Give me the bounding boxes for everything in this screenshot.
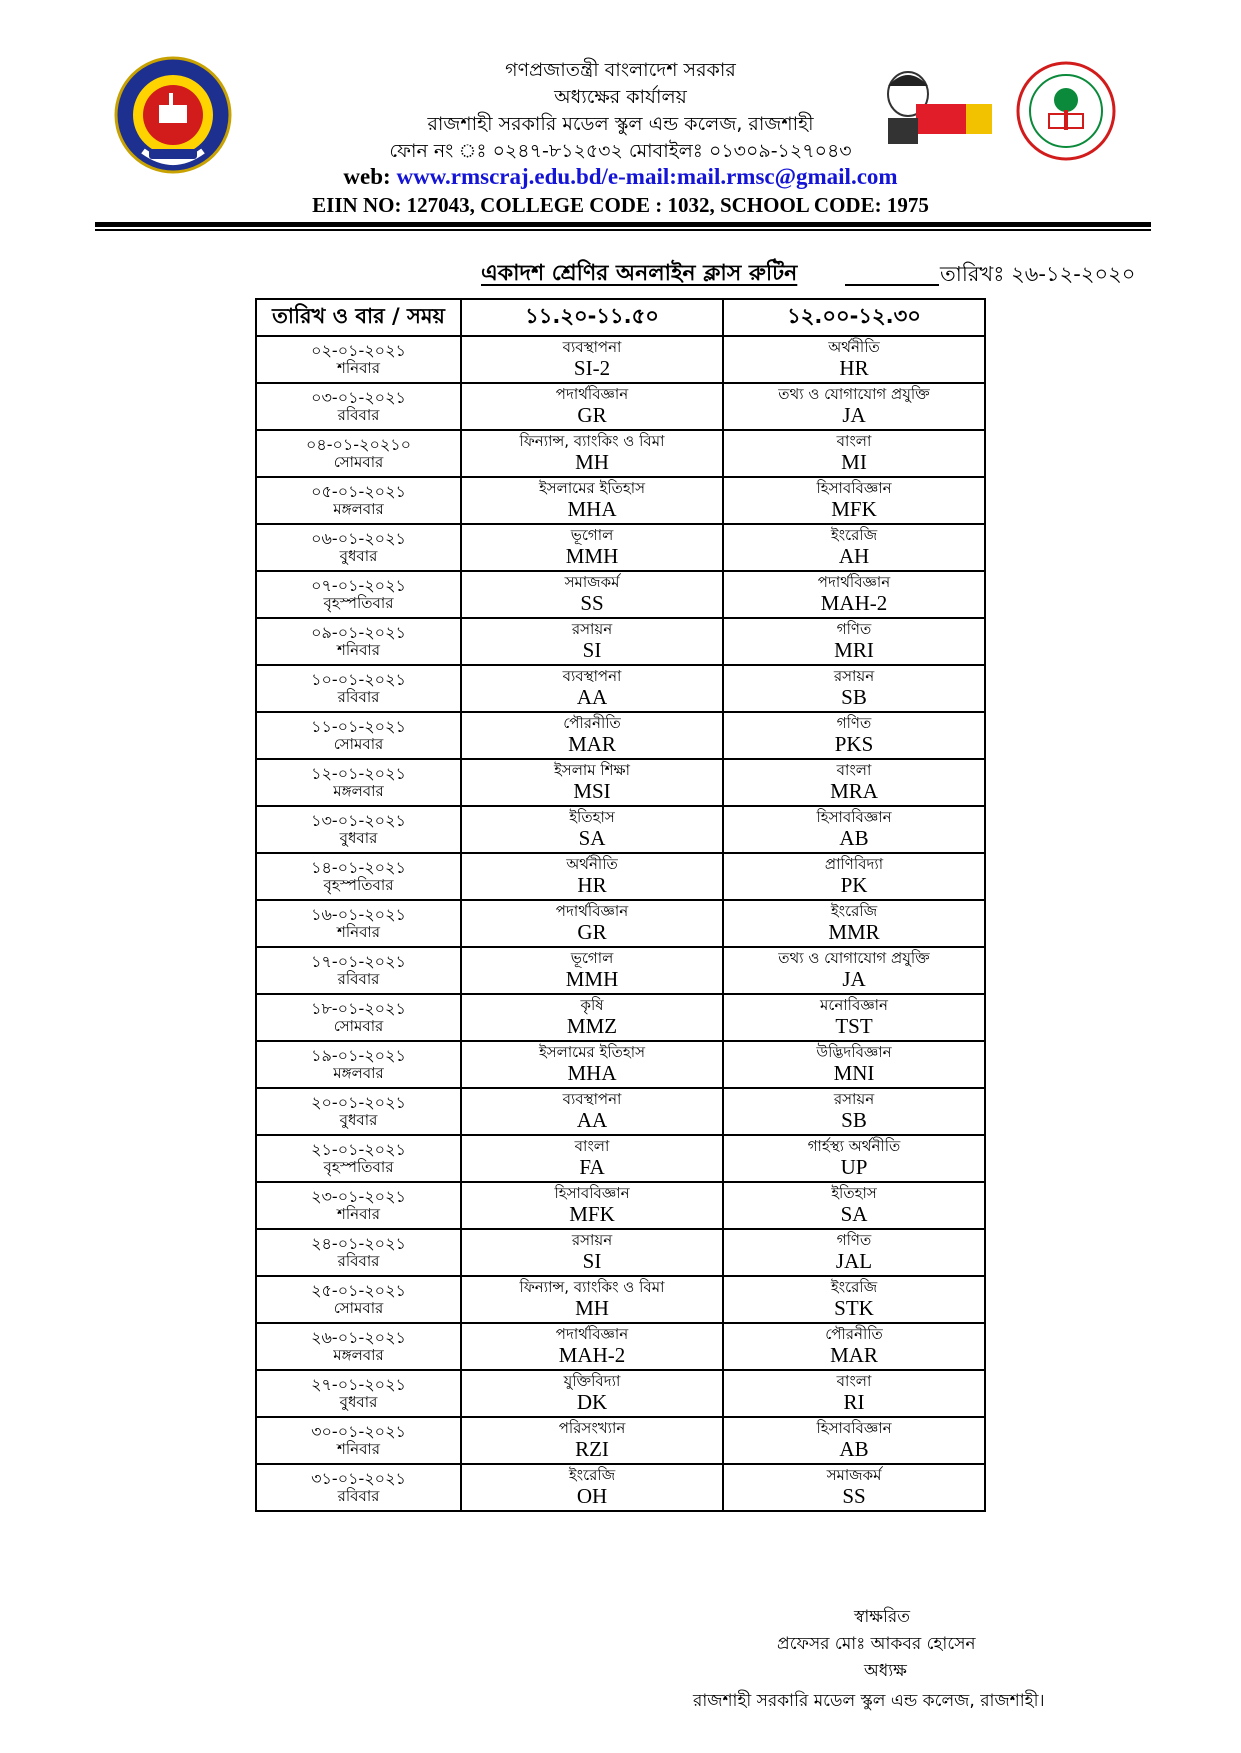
subject-text: ফিন্যান্স, ব্যাংকিং ও বিমা [519,1277,665,1296]
teacher-code: GR [577,403,607,428]
date-cell [256,383,461,430]
table-row [256,1323,985,1370]
slot-1-cell [461,1182,723,1229]
document-title: একাদশ শ্রেণির অনলাইন ক্লাস রুটিন [481,261,798,286]
teacher-code: RZI [575,1437,609,1462]
date-text: ১৯-০১-২০২১ [311,1045,406,1065]
subject-text: ফিন্যান্স, ব্যাংকিং ও বিমা [519,431,665,450]
day-text: মঙ্গলবার [333,500,384,519]
table-row [256,477,985,524]
teacher-code: FA [579,1155,605,1180]
subject-text: প্রাণিবিদ্যা [824,854,884,873]
date-cell [256,1182,461,1229]
teacher-code: MMZ [566,1014,618,1039]
slot-1-cell [461,1464,723,1511]
table-row [256,1041,985,1088]
slot-1-cell [461,947,723,994]
teacher-code: RI [843,1390,865,1415]
teacher-code: SB [841,1108,867,1133]
slot-2-cell [723,1041,985,1088]
teacher-code: DK [576,1390,608,1415]
table-row [256,900,985,947]
teacher-code: MMH [565,967,619,992]
date-cell [256,712,461,759]
date-text: ০৫-০১-২০২১ [311,481,406,501]
day-text: বুধবার [339,829,378,848]
slot-2-cell [723,712,985,759]
table-row [256,1229,985,1276]
teacher-code: SB [841,685,867,710]
day-text: বৃহস্পতিবার [323,594,394,613]
teacher-code: SI [582,638,602,663]
date-cell [256,853,461,900]
date-cell [256,900,461,947]
table-row [256,712,985,759]
slot-2-cell [723,1464,985,1511]
subject-text: রসায়ন [833,1089,875,1108]
date-cell [256,1135,461,1182]
subject-text: ইংরেজি [830,1277,878,1296]
slot-2-cell [723,383,985,430]
day-text: মঙ্গলবার [333,1346,384,1365]
date-cell [256,336,461,383]
date-cell [256,665,461,712]
day-text: শনিবার [336,641,381,660]
table-row [256,1276,985,1323]
subject-text: তথ্য ও যোগাযোগ প্রযুক্তি [778,384,930,403]
date-cell [256,430,461,477]
subject-text: অর্থনীতি [828,337,880,356]
date-text: ১০-০১-২০২১ [311,669,406,689]
day-text: রবিবার [337,688,380,707]
teacher-code: MAH-2 [558,1343,626,1368]
teacher-code: MFK [569,1202,615,1227]
slot-1-cell [461,665,723,712]
day-text: সোমবার [333,735,384,754]
teacher-code: PKS [834,732,874,757]
subject-text: কৃষি [580,995,604,1014]
date-text: ০৯-০১-২০২১ [311,622,406,642]
subject-text: পৌরনীতি [563,713,621,732]
subject-text: বাংলা [836,760,872,779]
day-text: বৃহস্পতিবার [323,876,394,895]
table-row [256,618,985,665]
slot-2-cell [723,1370,985,1417]
subject-text: বাংলা [574,1136,610,1155]
date-text: ৩১-০১-২০২১ [311,1468,406,1488]
day-text: শনিবার [336,1440,381,1459]
slot-2-cell [723,900,985,947]
teacher-code: JA [842,967,866,992]
slot-1-cell [461,1370,723,1417]
header-date-day-time: তারিখ ও বার / সময় [256,299,461,336]
teacher-code: AA [576,1108,608,1133]
date-cell [256,618,461,665]
teacher-code: SI-2 [573,356,611,381]
subject-text: রসায়ন [833,666,875,685]
table-header-row [256,299,985,336]
subject-text: হিসাববিজ্ঞান [816,478,892,497]
subject-text: ইংরেজি [568,1465,616,1484]
subject-text: গণিত [836,1230,872,1249]
slot-2-cell [723,571,985,618]
table-row [256,383,985,430]
teacher-code: HR [839,356,869,381]
slot-1-cell [461,430,723,477]
date-text: ০৪-০১-২০২১০ [305,434,412,454]
slot-2-cell [723,665,985,712]
subject-text: ভূগোল [570,948,614,967]
subject-text: পদার্থবিজ্ঞান [555,901,629,920]
header-eiin-line: EIIN NO: 127043, COLLEGE CODE : 1032, SCHOOL CODE: 1975 [312,193,929,217]
teacher-code: MNI [833,1061,875,1086]
date-text: ০২-০১-২০২১ [311,340,406,360]
subject-text: ইংরেজি [830,525,878,544]
slot-2-cell [723,336,985,383]
slot-2-cell [723,1323,985,1370]
slot-2-cell [723,1229,985,1276]
teacher-code: MHA [567,1061,617,1086]
date-cell [256,1417,461,1464]
teacher-code: MRI [834,638,874,663]
date-text: ২১-০১-২০২১ [311,1139,406,1159]
subject-text: বাংলা [836,1371,872,1390]
table-row [256,947,985,994]
date-cell [256,1229,461,1276]
table-row [256,571,985,618]
slot-1-cell [461,1276,723,1323]
header-government-line: গণপ্রজাতন্ত্রী বাংলাদেশ সরকার [505,59,736,81]
slot-1-cell [461,1417,723,1464]
table-row [256,430,985,477]
teacher-code: SA [840,1202,868,1227]
day-text: বুধবার [339,1393,378,1412]
slot-1-cell [461,806,723,853]
teacher-code: MRA [830,779,878,804]
date-cell [256,994,461,1041]
slot-1-cell [461,994,723,1041]
date-cell [256,1464,461,1511]
date-text: ২৭-০১-২০২১ [311,1374,406,1394]
table-row [256,1182,985,1229]
subject-text: ব্যবস্থাপনা [562,666,622,685]
day-text: শনিবার [336,923,381,942]
table-row [256,1135,985,1182]
table-row [256,524,985,571]
subject-text: ইংরেজি [830,901,878,920]
date-text: ৩০-০১-২০২১ [311,1421,406,1441]
teacher-code: SI [582,1249,602,1274]
principal-name: প্রফেসর মোঃ আকবর হোসেন [777,1634,976,1654]
header-office-line: অধ্যক্ষের কার্যালয় [554,86,687,108]
day-text: মঙ্গলবার [333,782,384,801]
slot-2-cell [723,618,985,665]
date-cell [256,1276,461,1323]
table-row [256,994,985,1041]
subject-text: হিসাববিজ্ঞান [816,807,892,826]
teacher-code: AH [838,544,870,569]
slot-1-cell [461,1088,723,1135]
slot-1-cell [461,853,723,900]
teacher-code: MI [841,450,867,475]
day-text: মঙ্গলবার [333,1064,384,1083]
slot-1-cell [461,759,723,806]
subject-text: গণিত [836,713,872,732]
website-email-link[interactable]: www.rmscraj.edu.bd/e-mail:mail.rmsc@gmail.com [396,164,898,189]
date-text: ১৩-০১-২০২১ [311,810,406,830]
subject-text: সমাজকর্ম [564,572,620,591]
table-row [256,853,985,900]
table-row [256,665,985,712]
slot-2-cell [723,1182,985,1229]
day-text: রবিবার [337,970,380,989]
subject-text: হিসাববিজ্ঞান [554,1183,630,1202]
date-cell [256,947,461,994]
day-text: বুধবার [339,1111,378,1130]
slot-2-cell [723,759,985,806]
teacher-code: OH [576,1484,608,1509]
teacher-code: MFK [831,497,877,522]
date-cell [256,806,461,853]
teacher-code: MHA [567,497,617,522]
date-text: ১৬-০১-২০২১ [311,904,406,924]
table-row [256,1464,985,1511]
subject-text: ভূগোল [570,525,614,544]
date-text: ২৫-০১-২০২১ [311,1280,406,1300]
slot-1-cell [461,524,723,571]
header-slot-2: ১২.০০-১২.৩০ [723,299,985,336]
slot-2-cell [723,947,985,994]
day-text: বুধবার [339,547,378,566]
subject-text: বাংলা [836,431,872,450]
date-text: ১২-০১-২০২১ [311,763,406,783]
slot-1-cell [461,1135,723,1182]
slot-1-cell [461,712,723,759]
header-slot-1: ১১.২০-১১.৫০ [461,299,723,336]
date-cell [256,477,461,524]
day-text: রবিবার [337,406,380,425]
subject-text: ইতিহাস [569,807,615,826]
table-row [256,1088,985,1135]
subject-text: পদার্থবিজ্ঞান [817,572,891,591]
teacher-code: UP [840,1155,868,1180]
date-cell [256,1370,461,1417]
table-row [256,806,985,853]
teacher-code: STK [834,1296,874,1321]
subject-text: ইসলাম শিক্ষা [553,760,630,779]
teacher-code: MSI [573,779,611,804]
subject-text: রসায়ন [571,619,613,638]
slot-1-cell [461,900,723,947]
subject-text: উদ্ভিদবিজ্ঞান [816,1042,892,1061]
teacher-code: MH [575,450,609,475]
web-prefix: web: [343,164,397,189]
teacher-code: MMR [828,920,880,945]
day-text: রবিবার [337,1252,380,1271]
slot-2-cell [723,853,985,900]
teacher-code: SA [578,826,606,851]
class-routine-table [255,298,986,1512]
subject-text: গণিত [836,619,872,638]
slot-2-cell [723,806,985,853]
subject-text: সমাজকর্ম [826,1465,882,1484]
subject-text: পদার্থবিজ্ঞান [555,1324,629,1343]
teacher-code: TST [835,1014,873,1039]
table-row [256,759,985,806]
subject-text: পরিসংখ্যান [558,1418,626,1437]
slot-1-cell [461,383,723,430]
slot-2-cell [723,430,985,477]
subject-text: ইসলামের ইতিহাস [538,478,646,497]
day-text: সোমবার [333,1299,384,1318]
teacher-code: PK [840,873,868,898]
date-text: ১১-০১-২০২১ [311,716,406,736]
slot-1-cell [461,477,723,524]
date-cell [256,1323,461,1370]
date-cell [256,1041,461,1088]
date-text: ০৭-০১-২০২১ [311,575,406,595]
teacher-code: MH [575,1296,609,1321]
date-text: ১৭-০১-২০২১ [311,951,406,971]
slot-2-cell [723,477,985,524]
teacher-code: SS [842,1484,866,1509]
date-cell [256,571,461,618]
slot-1-cell [461,1041,723,1088]
teacher-code: MAR [830,1343,878,1368]
date-text: ১৪-০১-২০২১ [311,857,406,877]
slot-2-cell [723,1088,985,1135]
subject-text: পৌরনীতি [825,1324,883,1343]
teacher-code: JA [842,403,866,428]
teacher-code: AB [839,826,869,851]
subject-text: তথ্য ও যোগাযোগ প্রযুক্তি [778,948,930,967]
subject-text: রসায়ন [571,1230,613,1249]
day-text: সোমবার [333,453,384,472]
day-text: বৃহস্পতিবার [323,1158,394,1177]
teacher-code: JAL [835,1249,873,1274]
teacher-code: SS [580,591,604,616]
day-text: সোমবার [333,1017,384,1036]
subject-text: ব্যবস্থাপনা [562,337,622,356]
table-row [256,1370,985,1417]
teacher-code: MMH [565,544,619,569]
date-text: ২৬-০১-২০২১ [311,1327,406,1347]
subject-text: যুক্তিবিদ্যা [563,1371,621,1390]
teacher-code: HR [577,873,607,898]
date-cell [256,524,461,571]
header-phone-line: ফোন নং ঃ ০২৪৭-৮১২৫৩২ মোবাইলঃ ০১৩০৯-১২৭০৪৩ [389,140,852,162]
date-text: ২০-০১-২০২১ [311,1092,406,1112]
date-cell [256,1088,461,1135]
slot-1-cell [461,618,723,665]
slot-1-cell [461,571,723,618]
teacher-code: AA [576,685,608,710]
header-web-line [0,164,1241,190]
day-text: শনিবার [336,359,381,378]
slot-2-cell [723,1135,985,1182]
teacher-code: GR [577,920,607,945]
teacher-code: AB [839,1437,869,1462]
date-text: ০৬-০১-২০২১ [311,528,406,548]
date-text: ২৩-০১-২০২১ [311,1186,406,1206]
slot-1-cell [461,336,723,383]
date-cell [256,759,461,806]
table-row [256,336,985,383]
header-institution-line: রাজশাহী সরকারি মডেল স্কুল এন্ড কলেজ, রাজশাহী [427,113,814,135]
subject-text: অর্থনীতি [566,854,618,873]
date-text: ২৪-০১-২০২১ [311,1233,406,1253]
subject-text: পদার্থবিজ্ঞান [555,384,629,403]
teacher-code: MAR [568,732,616,757]
header-divider-thin [95,229,1151,231]
day-text: শনিবার [336,1205,381,1224]
day-text: রবিবার [337,1487,380,1506]
header-divider-thick [95,222,1151,227]
principal-designation: অধ্যক্ষ [864,1661,907,1681]
table-row [256,1417,985,1464]
subject-text: মনোবিজ্ঞান [820,995,888,1014]
slot-1-cell [461,1323,723,1370]
slot-1-cell [461,1229,723,1276]
subject-text: ইসলামের ইতিহাস [538,1042,646,1061]
subject-text: ইতিহাস [831,1183,877,1202]
institution-name: রাজশাহী সরকারি মডেল স্কুল এন্ড কলেজ, রাজশাহী। [693,1691,1045,1711]
slot-2-cell [723,524,985,571]
signed-label: স্বাক্ষরিত [854,1607,911,1627]
title-underline [845,284,939,286]
slot-2-cell [723,1276,985,1323]
slot-2-cell [723,994,985,1041]
date-text: ০৩-০১-২০২১ [311,387,406,407]
date-text: ১৮-০১-২০২১ [311,998,406,1018]
subject-text: ব্যবস্থাপনা [562,1089,622,1108]
subject-text: হিসাববিজ্ঞান [816,1418,892,1437]
teacher-code: MAH-2 [820,591,888,616]
slot-2-cell [723,1417,985,1464]
document-date: তারিখঃ ২৬-১২-২০২০ [940,262,1136,286]
subject-text: গার্হস্থ্য অর্থনীতি [807,1136,901,1155]
